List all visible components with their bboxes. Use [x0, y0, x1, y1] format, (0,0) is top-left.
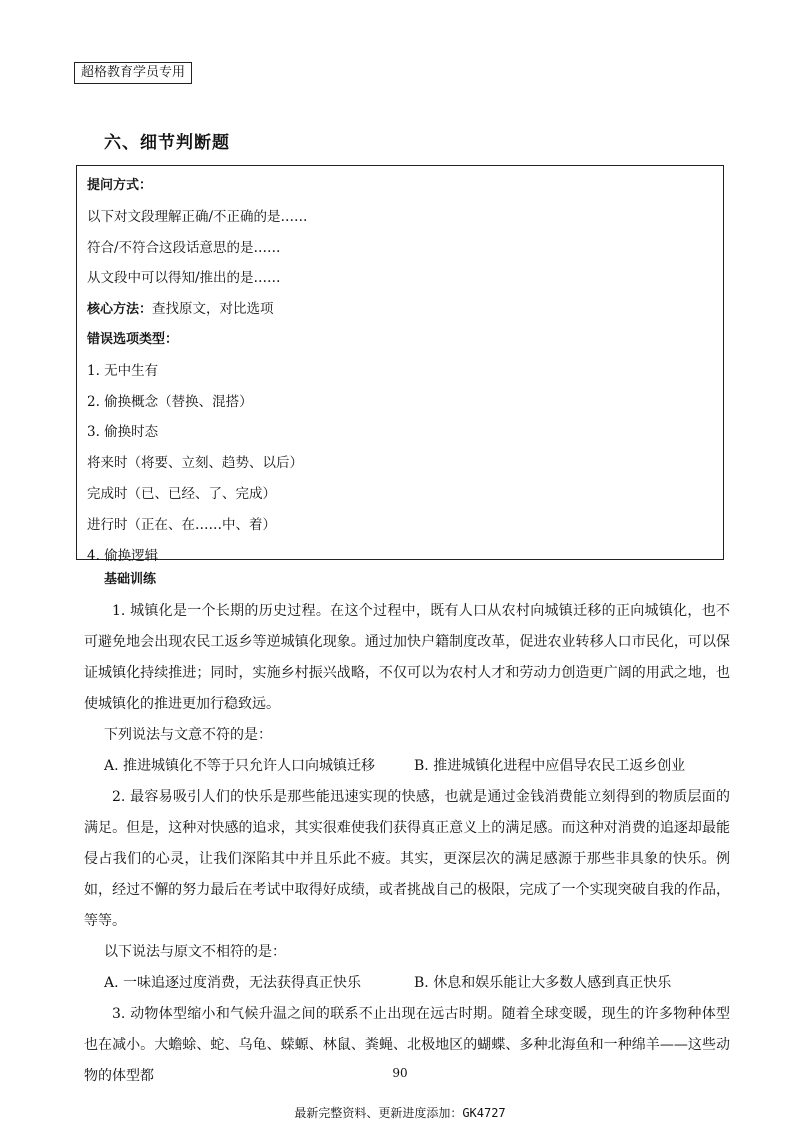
q1-option-b[interactable]: B. 推进城镇化进程中应倡导农民工返乡创业 [414, 758, 686, 774]
box-line: 4. 偷换逻辑 [87, 547, 159, 564]
header-tag: 超格教育学员专用 [74, 62, 192, 84]
box-line-ask-format: 提问方式： [87, 178, 153, 193]
q1-question: 下列说法与文意不符的是： [104, 727, 272, 743]
footer-note: 最新完整资料、更新进度添加：GK4727 [294, 1106, 506, 1120]
training-section [84, 568, 730, 1092]
q3-passage: 3. 动物体型缩小和气候升温之间的联系不止出现在远古时期。随着全球变暖，现生的许多物种体型也在减小。大蟾蜍、蛇、乌龟、蝾螈、林鼠、粪蝇、北极地区的蝴蝶、多种北海鱼和一种绵羊——这些动物的体型都 [84, 1006, 730, 1084]
q1-option-a[interactable]: A. 推进城镇化不等于只允许人口向城镇迁移 [104, 758, 376, 774]
box-line-core-method [87, 299, 723, 330]
box-line: 从文段中可以得知/推出的是…… [87, 270, 281, 287]
q2-option-a[interactable]: A. 一味追逐过度消费，无法获得真正快乐 [104, 975, 362, 991]
q1-options [104, 751, 730, 782]
q1-passage: 1. 城镇化是一个长期的历史过程。在这个过程中，既有人口从农村向城镇迁移的正向城镇化，也不可避免地会出现农民工返乡等逆城镇化现象。通过加快户籍制度改革，促进农业转移人口市民化，可以保证城镇化持续推进；同时，实施乡村振兴战略，不仅可以为农村人才和劳动力创造更广阔的用武之地，也使城镇化的推进更加行稳致远。 [84, 603, 730, 712]
box-line: 3. 偷换时态 [87, 424, 159, 441]
q2-options [104, 968, 730, 999]
box-line: 将来时（将要、立刻、趋势、以后） [87, 455, 303, 472]
q2-passage: 2. 最容易吸引人们的快乐是那些能迅速实现的快感，也就是通过金钱消费能立刻得到的物质层面的满足。但是，这种对快感的追求，其实很难使我们获得真正意义上的满足感。而这种对消费的追逐却最能侵占我们的心灵，让我们深陷其中并且乐此不疲。其实，更深层次的满足感源于那些非具象的快乐。例如，经过不懈的努力最后在考试中取得好成绩，或者挑战自己的极限，完成了一个实现突破自我的作品，等等。 [84, 789, 730, 929]
box-line: 进行时（正在、在……中、着） [87, 516, 276, 533]
training-title: 基础训练 [104, 572, 157, 587]
q2-question: 以下说法与原文不相符的是： [104, 944, 286, 960]
box-line: 以下对文段理解正确/不正确的是…… [87, 208, 308, 225]
core-method-label: 核心方法： [87, 302, 153, 318]
box-line: 1. 无中生有 [87, 362, 159, 379]
page-number: 90 [392, 1066, 408, 1080]
section-title: 六、细节判断题 [104, 133, 230, 153]
core-method-text: 查找原文，对比选项 [152, 301, 274, 318]
q2-option-b[interactable]: B. 休息和娱乐能让大多数人感到真正快乐 [414, 975, 672, 991]
box-line: 2. 偷换概念（替换、混搭） [87, 393, 253, 410]
box-line: 符合/不符合这段话意思的是…… [87, 239, 281, 256]
box-line-error-types: 错误选项类型： [87, 331, 179, 347]
method-box [76, 165, 724, 564]
box-line: 完成时（已、已经、了、完成） [87, 485, 276, 502]
